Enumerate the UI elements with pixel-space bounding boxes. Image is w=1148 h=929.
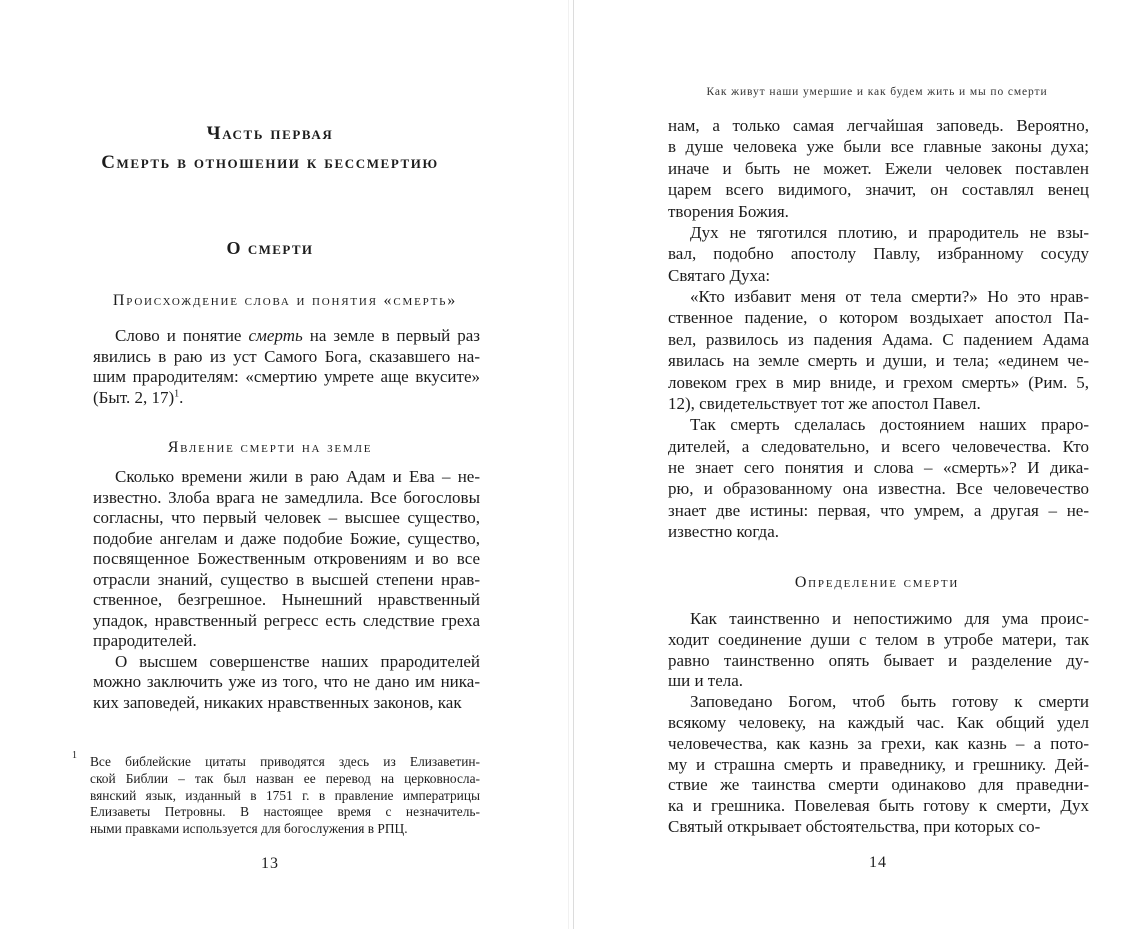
chapter-title: О смерти [226,238,314,258]
text-line: человечества, как казнь за грехи, как казнь – а пото- [668,733,1089,753]
text-line: отрасли знаний, существо в высшей степени нрав- [93,569,480,589]
text-line: не знает сего понятия и слова – «смерть»? И дика- [668,458,1089,477]
text-line: известно когда. [668,522,779,542]
text-line: «Кто избавит меня от тела смерти?» Но это нрав- [690,287,1089,306]
paragraph [668,414,1089,542]
footnote-line: ской Библии – так был назван ее перевод на церковносла- [90,770,480,786]
text-line: явилась на земле смерть и души, и тела; «единем че- [668,351,1089,371]
paragraph [668,609,1089,692]
text-line: нам, а только самая легчайшая заповедь. Вероятно, [668,116,1089,135]
part-title: Часть первая [206,123,334,144]
text-line: ких заповедей, никаких нравственных законов, как [93,693,462,713]
paragraph [668,286,1089,414]
page-number: 14 [869,854,887,871]
text-line: ловеком грех в мир вниде, и грехом смерть» (Рим. 5, [668,372,1089,392]
section-title: Определение смерти [794,574,960,591]
footnote-ref[interactable]: 1 [174,387,180,399]
text-line: Заповедано Богом, чтоб быть готову к смерти [690,692,1089,712]
text-line: вал, подобно апостолу Павлу, избранному сосуду [668,244,1089,264]
paragraph [93,652,480,714]
text-line: Как таинственно и непостижимо для ума проис- [690,609,1089,628]
text-line: знает две истины: первая, что умрем, а другая – не- [668,500,1089,520]
text-line: согласны, что первый человек – высшее существо, [93,508,480,528]
paragraph [668,222,1089,286]
text-line: Так смерть сделалась достоянием наших праро- [690,415,1089,435]
section-title: Происхождение слова и понятия «смерть» [112,292,458,309]
text-line: му и страшна смерть и праведнику, и грешнику. Дей- [668,754,1089,774]
page-body [668,115,1089,543]
page-gutter [573,0,574,929]
text-line: упадок, нравственный регресс есть следствие греха [93,610,480,630]
paragraph [668,115,1089,222]
footnote-line: ными правками используется для богослужения в РПЦ. [90,821,408,837]
text-line: всякому человеку, на каждый час. Как общий удел [668,712,1089,732]
text-line: Святаго Духа: [668,265,771,285]
text-segment: (Быт. 2, 17) [93,387,175,407]
section-body [93,467,480,714]
text-line: известно. Злоба врага не замедлила. Все богословы [93,487,480,507]
part-heading [60,119,480,177]
section-body [93,326,480,408]
emphasis: смерть [248,326,303,345]
text-line: явились в раю из уст Самого Бога, сказавшего на- [93,346,480,366]
footnote [90,754,480,838]
text-line: можно заключить уже из того, что не дано им ника- [93,672,480,692]
part-subtitle: Смерть в отношении к бессмертию [101,152,439,173]
section-body [668,609,1089,838]
text-line: Сколько времени жили в раю Адам и Ева – не- [115,467,480,486]
text-line: вел, развилось из падения Адама. С падением Адама [668,329,1089,349]
text-line: рю, и образованному она известна. Все человечество [668,479,1089,499]
page-number: 13 [261,855,279,872]
text-line [93,326,480,347]
text-line: ходит соединение души с телом в утробе матери, так [668,629,1089,649]
footnote-line: Елизаветы Петровны. В настоящее время с незначитель- [90,804,480,820]
text-segment: Слово и понятие [115,326,249,345]
paragraph [93,326,480,408]
text-line: Дух не тяготился плотию, и прародитель не взы- [690,222,1089,242]
text-line [93,388,480,409]
text-line: ственное, безгрешное. Нынешний нравственный [93,590,480,610]
text-line: ственное падение, о котором воздыхает апостол Па- [668,308,1089,328]
text-line: царем всего видимого, значит, он составлял венец [668,180,1089,200]
text-line: иначе и быть не может. Ежели человек поставлен [668,158,1089,178]
running-head: Как живут наши умершие и как будем жить и мы по смерти [706,86,1048,98]
text-line: в душе человека уже были все главные законы духа; [668,137,1089,157]
text-line: 12), свидетельствует тот же апостол Павел. [668,393,981,413]
text-line: прародителей. [93,631,197,651]
text-segment: на земле в первый раз [302,326,480,345]
paragraph [93,467,480,652]
text-line: дителей, а следовательно, и всего человечества. Кто [668,436,1089,456]
text-line: творения Божия. [668,201,789,221]
section-title: Явление смерти на земле [167,439,373,456]
text-line: шим прародителям: «смертию умрете аще вкусите» [93,367,480,387]
paragraph [668,692,1089,838]
text-line: ствие же таинства смерти одинаково для праведни- [668,775,1089,795]
footnote-line: Все библейские цитаты приводятся здесь из Елизаветин- [90,754,480,769]
text-line: О высшем совершенстве наших прародителей [115,651,480,671]
footnote-marker: 1 [72,750,77,761]
text-line: посвященное Божественным откровениям и во все [93,549,480,569]
text-segment: . [179,387,184,407]
text-line: ши и тела. [668,671,744,691]
text-line: ка и грешника. Повелевая быть готову к смерти, Дух [668,796,1089,816]
text-line: Святый открывает обстоятельства, при которых со- [668,816,1041,836]
text-line: подобие ангелам и даже подобие Божие, существо, [93,528,480,548]
text-line: равно таинственно опять бывает и разделение ду- [668,650,1089,670]
footnote-line: вянский язык, изданный в 1751 г. в правление императрицы [90,787,480,803]
page-gutter-shadow [568,0,569,929]
